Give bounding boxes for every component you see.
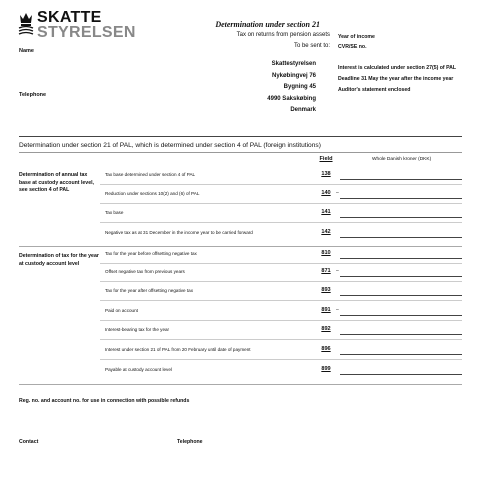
sent-to-label: To be sent to: bbox=[293, 43, 330, 49]
cvr-label: CVR/SE no. bbox=[338, 44, 367, 50]
row-divider bbox=[100, 300, 462, 301]
group-divider bbox=[19, 246, 462, 247]
row-divider bbox=[100, 222, 462, 223]
amount-input-line[interactable] bbox=[340, 198, 462, 199]
row-label: Tax base determined under section 4 of PAL bbox=[105, 172, 196, 177]
amount-input-line[interactable] bbox=[340, 374, 462, 375]
header-notes bbox=[338, 63, 456, 95]
section-underline bbox=[19, 152, 462, 153]
group-label-tax-year: Determination of tax for the year at custody account level bbox=[19, 253, 99, 267]
row-label: Tax for the year after offsetting negative tax bbox=[105, 288, 194, 293]
field-number: 142 bbox=[321, 229, 331, 235]
row-divider bbox=[100, 339, 462, 340]
field-number: 810 bbox=[321, 250, 331, 256]
group-label-tax-base: Determination of annual tax base at custody account level, see section 4 of PAL bbox=[19, 172, 94, 194]
amount-input-line[interactable] bbox=[340, 237, 462, 238]
field-number: 871 bbox=[321, 268, 331, 274]
row-divider bbox=[100, 184, 462, 185]
amount-input-line[interactable] bbox=[340, 315, 462, 316]
row-divider bbox=[100, 281, 462, 282]
year-of-income-label: Year of income bbox=[338, 34, 375, 40]
note-auditor: Auditor's statement enclosed bbox=[338, 86, 411, 93]
minus-sign: – bbox=[336, 268, 339, 274]
field-column-header: Field bbox=[319, 156, 333, 162]
logo-line2: STYRELSEN bbox=[37, 24, 136, 41]
skattestyrelsen-logo bbox=[17, 8, 136, 44]
amount-input-line[interactable] bbox=[340, 334, 462, 335]
row-label: Tax for the year before offsetting negative tax bbox=[105, 251, 197, 256]
field-number: 896 bbox=[321, 346, 331, 352]
amount-input-line[interactable] bbox=[340, 217, 462, 218]
crown-icon bbox=[17, 11, 35, 39]
row-label: Reduction under sections 10(2) and (6) of PAL bbox=[105, 191, 200, 196]
address-line: Skattestyrelsen bbox=[271, 61, 316, 67]
field-number: 892 bbox=[321, 326, 331, 332]
amount-input-line[interactable] bbox=[340, 295, 462, 296]
address-line: Nykøbingvej 76 bbox=[271, 72, 316, 79]
recipient-address bbox=[196, 59, 316, 117]
row-divider bbox=[100, 263, 462, 264]
address-line: Denmark bbox=[290, 107, 316, 113]
amount-input-line[interactable] bbox=[340, 276, 462, 277]
row-label: Offset negative tax from previous years bbox=[105, 269, 185, 274]
amount-input-line[interactable] bbox=[340, 354, 462, 355]
row-label: Interest under section 21 of PAL from 20 February until date of payment bbox=[105, 347, 251, 352]
amount-input-line[interactable] bbox=[340, 179, 462, 180]
amount-column-header: Whole Danish kroner (DKK) bbox=[372, 157, 432, 162]
row-label: Tax base bbox=[105, 210, 124, 215]
amount-input-line[interactable] bbox=[340, 258, 462, 259]
rows-bottom-divider bbox=[19, 384, 462, 385]
field-number: 899 bbox=[321, 366, 331, 372]
refund-account-label: Reg. no. and account no. for use in connection with possible refunds bbox=[19, 398, 190, 404]
address-line: Bygning 45 bbox=[283, 84, 316, 90]
row-label: Paid on account bbox=[105, 308, 138, 313]
field-number: 138 bbox=[321, 171, 331, 177]
section-divider bbox=[19, 136, 462, 137]
row-label: Payable at custody account level bbox=[105, 367, 172, 372]
row-divider bbox=[100, 203, 462, 204]
row-label: Interest-bearing tax for the year bbox=[105, 327, 170, 332]
row-divider bbox=[100, 320, 462, 321]
field-number: 893 bbox=[321, 287, 331, 293]
section-title: Determination under section 21 of PAL, which is determined under section 4 of PAL (foreign institutions) bbox=[19, 142, 321, 149]
form-subtitle: Tax on returns from pension assets bbox=[236, 32, 330, 38]
field-number: 891 bbox=[321, 307, 331, 313]
field-number: 140 bbox=[321, 190, 331, 196]
row-divider bbox=[100, 359, 462, 360]
field-number: 141 bbox=[321, 209, 331, 215]
minus-sign: – bbox=[336, 190, 339, 196]
row-label: Negative tax as at 31 December in the income year to be carried forward bbox=[105, 230, 253, 235]
note-interest: Interest is calculated under section 27(5) of PAL bbox=[338, 65, 457, 71]
contact-label: Contact bbox=[19, 439, 39, 445]
name-label: Name bbox=[19, 48, 34, 54]
minus-sign: – bbox=[336, 307, 339, 313]
telephone-label: Telephone bbox=[19, 92, 47, 98]
form-title: Determination under section 21 bbox=[215, 20, 320, 29]
footer-telephone-label: Telephone bbox=[177, 439, 203, 445]
note-deadline: Deadline 31 May the year after the income year bbox=[338, 75, 454, 82]
address-line: 4990 Sakskøbing bbox=[267, 95, 316, 102]
logo-line1: SKATTE bbox=[37, 9, 102, 26]
